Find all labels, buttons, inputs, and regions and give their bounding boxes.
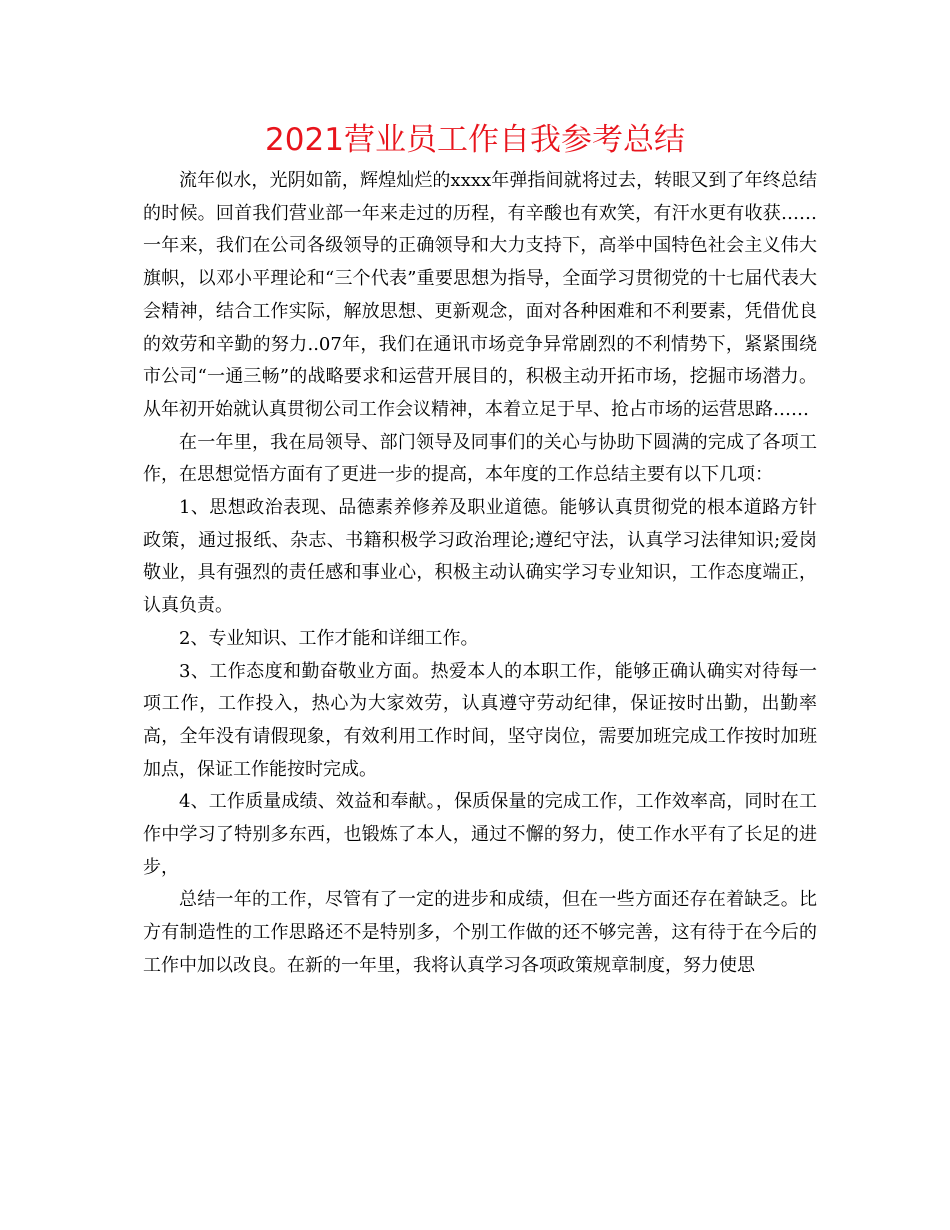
document-body [143,165,817,983]
paragraph-intro: 流年似水，光阴如箭，辉煌灿烂的xxxx年弹指间就将过去，转眼又到了年终总结的时候。回首我们营业部一年来走过的历程，有辛酸也有欢笑，有汗水更有收获……一年来，我们在公司各级领导的正确领导和大力支持下，高举中国特色社会主义伟大旗帜，以邓小平理论和“三个代表”重要思想为指导，全面学习贯彻党的十七届代表大会精神，结合工作实际，解放思想、更新观念，面对各种困难和不利要素，凭借优良的效劳和辛勤的努力..07年，我们在通讯市场竞争异常剧烈的不利情势下，紧紧围绕市公司“一通三畅”的战略要求和运营开展目的，积极主动开拓市场，挖掘市场潜力。从年初开始就认真贯彻公司工作会议精神，本着立足于早、抢占市场的运营思路…… [143,170,817,420]
paragraph-summary: 总结一年的工作，尽管有了一定的进步和成绩，但在一些方面还存在着缺乏。比方有制造性的工作思路还不是特别多，个别工作做的还不够完善，这有待于在今后的工作中加以改良。在新的一年里，我将认真学习各项政策规章制度，努力使思 [143,889,817,976]
paragraph-item-4: 4、工作质量成绩、效益和奉献。，保质保量的完成工作，工作效率高，同时在工作中学习了特别多东西，也锻炼了本人，通过不懈的努力，使工作水平有了长足的进步， [143,791,817,878]
paragraph-item-1: 1、思想政治表现、品德素养修养及职业道德。能够认真贯彻党的根本道路方针政策，通过报纸、杂志、书籍积极学习政治理论;遵纪守法，认真学习法律知识;爱岗敬业，具有强烈的责任感和事业心，积极主动认确实学习专业知识，工作态度端正，认真负责。 [143,497,817,617]
paragraph-overview: 在一年里，我在局领导、部门领导及同事们的关心与协助下圆满的完成了各项工作，在思想觉悟方面有了更进一步的提高，本年度的工作总结主要有以下几项： [143,431,817,486]
document-title: 2021营业员工作自我参考总结 [265,122,685,158]
paragraph-item-2: 2、专业知识、工作才能和详细工作。 [179,627,479,649]
paragraph-item-3: 3、工作态度和勤奋敬业方面。热爱本人的本职工作，能够正确认确实对待每一项工作，工作投入，热心为大家效劳，认真遵守劳动纪律，保证按时出勤，出勤率高，全年没有请假现象，有效利用工作时间，坚守岗位，需要加班完成工作按时加班加点，保证工作能按时完成。 [143,660,817,780]
